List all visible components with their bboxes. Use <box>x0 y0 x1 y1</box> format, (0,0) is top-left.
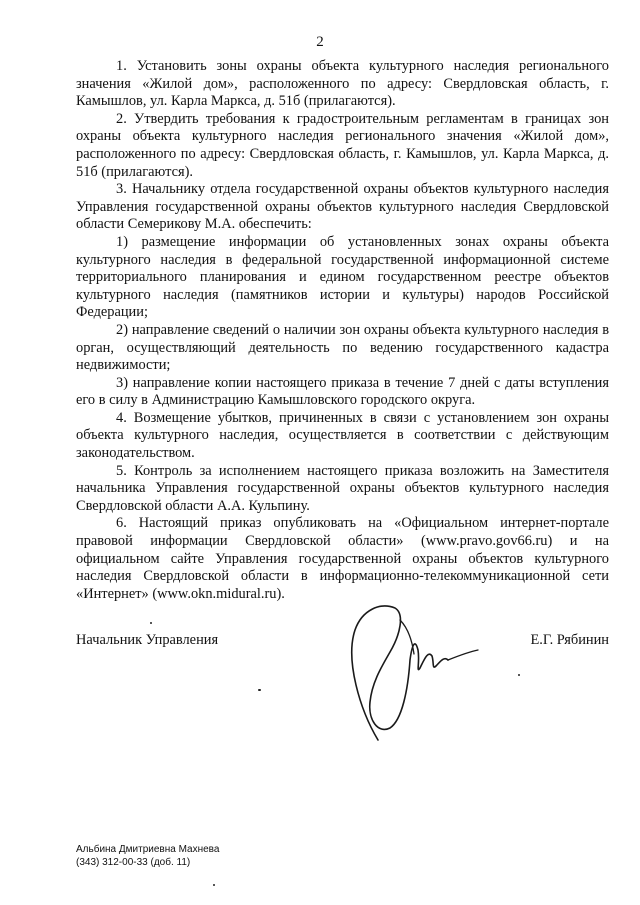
scan-speck <box>518 674 520 676</box>
footer-contact <box>76 843 219 869</box>
paragraph-4: 4. Возмещение убытков, причиненных в связи с установлением зон охраны объекта культурного наследия, осуществляется в соответствии с действующим законодательством. <box>76 409 609 462</box>
footer-phone: (343) 312-00-33 (доб. 11) <box>76 857 191 868</box>
page-number: 2 <box>316 34 324 50</box>
footer-author: Альбина Дмитриевна Махнева <box>76 844 220 855</box>
subparagraph-3-2: 2) направление сведений о наличии зон охраны объекта культурного наследия в орган, осуществляющий деятельность по ведению государственного кадастра недвижимости; <box>76 321 609 374</box>
signatory-name: Е.Г. Рябинин <box>530 632 609 648</box>
paragraph-6: 6. Настоящий приказ опубликовать на «Официальном интернет-портале правовой информации Свердловской области» (www.pravo.gov66.ru) и на официальном сайте Управления государственной охраны объектов культурного наследия Свердловской области в информационно-телекоммуникационной сети «Интернет» (www.okn.midural.ru). <box>76 515 609 602</box>
paragraph-3: 3. Начальнику отдела государственной охраны объектов культурного наследия Управления государственной охраны объектов культурного наследия Свердловской области Семерикову М.А. обеспечить: <box>76 181 609 233</box>
signature-block <box>76 632 609 652</box>
subparagraph-3-3: 3) направление копии настоящего приказа в течение 7 дней с даты вступления его в силу в Администрацию Камышловского городского округа. <box>76 374 609 409</box>
scan-speck <box>258 689 261 691</box>
paragraph-5: 5. Контроль за исполнением настоящего приказа возложить на Заместителя начальника Управления государственной охраны объектов культурного наследия Свердловской области А.А. Кульпину. <box>76 462 609 514</box>
document-body <box>76 58 609 603</box>
scan-speck <box>213 884 215 886</box>
paragraph-2: 2. Утвердить требования к градостроительным регламентам в границах зон охраны объекта культурного наследия регионального значения «Жилой дом», расположенного по адресу: Свердловская область, г. Камышлов, ул. Карла Маркса, д. 51б (прилагаются). <box>76 110 609 180</box>
signatory-title: Начальник Управления <box>76 632 219 648</box>
subparagraph-3-1: 1) размещение информации об установленных зонах охраны объекта культурного наследия в федеральной государственной информационной системе территориального планирования и едином государственном реестре объектов культурного наследия (памятников истории и культуры) народов Российской Федерации; <box>76 233 609 321</box>
paragraph-1: 1. Установить зоны охраны объекта культурного наследия регионального значения «Жилой дом», расположенного по адресу: Свердловская область, г. Камышлов, ул. Карла Маркса, д. 51б (прилагаются). <box>76 58 609 110</box>
handwritten-signature <box>320 590 490 750</box>
scan-speck <box>150 622 152 624</box>
